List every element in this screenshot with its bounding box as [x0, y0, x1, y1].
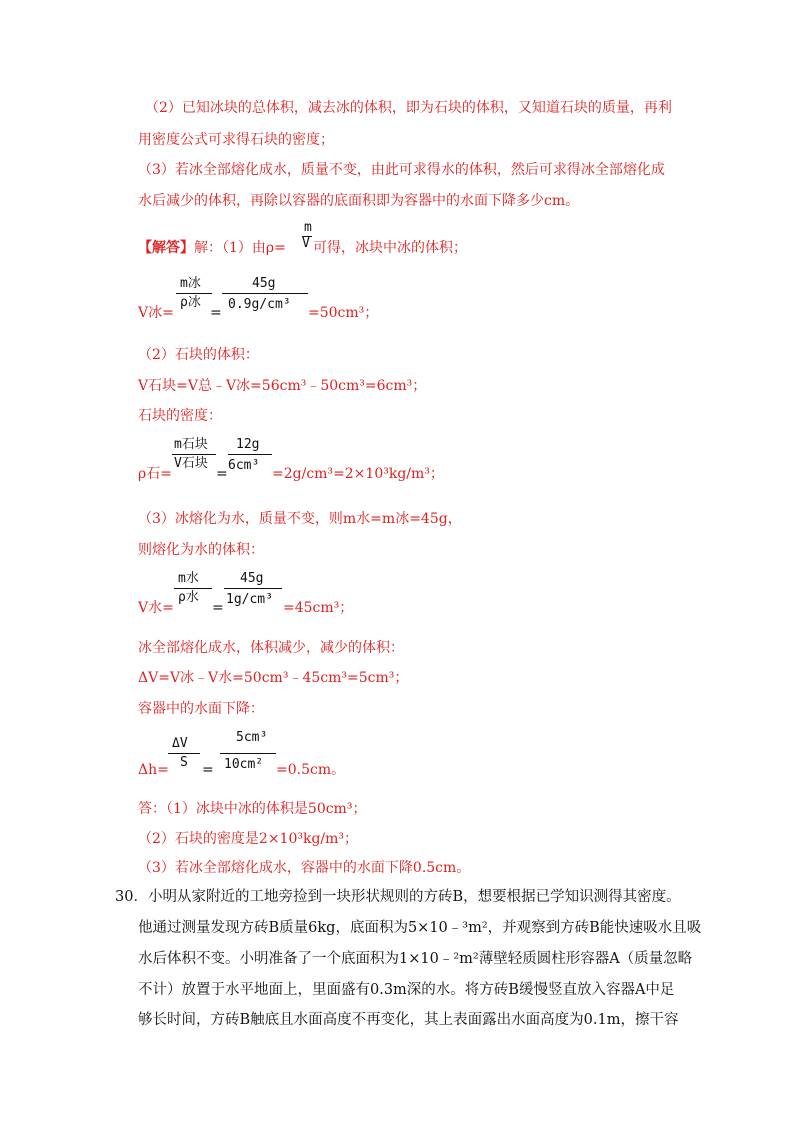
- solution-intro: [138, 238, 286, 258]
- s3-drop: 容器中的水面下降：: [138, 701, 264, 717]
- solution-intro-a: 解：（1）由ρ=: [194, 240, 286, 256]
- f1-bot2: 0.9g/cm³: [228, 297, 291, 312]
- f1-bar1: [176, 293, 212, 294]
- f3-bar1: [174, 588, 212, 589]
- f1-eq: =: [210, 305, 222, 321]
- f4-eq: =: [202, 762, 214, 778]
- f3-top1: m水: [178, 571, 199, 586]
- f3-bot2: 1g/cm³: [226, 592, 273, 607]
- f1-bot1: ρ冰: [180, 295, 201, 310]
- f3-lhs: V水=: [138, 600, 174, 616]
- f1-top1: m冰: [180, 276, 201, 291]
- f2-top2: 12g: [236, 437, 260, 452]
- s3-vol: 则熔化为水的体积：: [138, 542, 264, 558]
- f2-bar1: [172, 454, 216, 455]
- f2-top1: m石块: [174, 437, 208, 452]
- f4-lhs: Δh=: [138, 762, 169, 778]
- s3-head: （3）冰熔化为水，质量不变，则m水=m冰=45g，: [138, 511, 462, 527]
- s2-dens: 石块的密度：: [138, 408, 222, 424]
- f1-bar2: [222, 293, 308, 294]
- f3-bot1: ρ水: [178, 590, 199, 605]
- q30-line-2: 他通过测量发现方砖B质量6kg，底面积为5×10﹣³m²，并观察到方砖B能快速吸水且吸: [138, 920, 702, 936]
- f4-bar2: [220, 753, 276, 754]
- analysis-line-3: （3）若冰全部熔化成水，质量不变，由此可求得水的体积，然后可求得冰全部熔化成: [138, 162, 665, 178]
- analysis-line-2b: 用密度公式可求得石块的密度；: [138, 132, 334, 148]
- f3-top2: 45g: [240, 571, 264, 586]
- f2-bot2: 6cm³: [228, 458, 260, 473]
- f2-bot1: V石块: [174, 456, 208, 471]
- s2-eq: V石块=V总﹣V冰=56cm³﹣50cm³=6cm³；: [138, 378, 427, 394]
- analysis-line-2: （2）已知冰块的总体积，减去冰的体积，即为石块的体积，又知道石块的质量，再利: [145, 100, 672, 116]
- f2-eq: =: [216, 466, 228, 482]
- s2-head: （2）石块的体积：: [138, 347, 259, 363]
- f1-lhs: V冰=: [138, 305, 174, 321]
- f2-bar2: [228, 454, 272, 455]
- answer-2: （2）石块的密度是2×10³kg/m³；: [138, 831, 359, 847]
- f2-lhs: ρ石=: [138, 466, 172, 482]
- q30-line-4: 不计）放置于水平地面上，里面盛有0.3m深的水。将方砖B缓慢竖直放入容器A中足: [138, 982, 675, 998]
- f4-res: =0.5cm。: [276, 762, 346, 778]
- s3-melt: 冰全部熔化成水，体积减少，减少的体积：: [138, 640, 404, 656]
- q30-line-5: 够长时间，方砖B触底且水面高度不再变化，其上表面露出水面高度为0.1m，擦干容: [138, 1012, 679, 1028]
- answer-3: （3）若冰全部熔化成水，容器中的水面下降0.5cm。: [138, 860, 471, 876]
- f3-res: =45cm³；: [283, 600, 354, 616]
- solution-intro-b: 可得，冰块中冰的体积；: [313, 240, 467, 256]
- intro-frac-top: m: [304, 220, 312, 235]
- f4-bot2: 10cm²: [224, 757, 264, 772]
- q30-line-1: 30．小明从家附近的工地旁捡到一块形状规则的方砖B，想要根据已学知识测得其密度。: [115, 889, 681, 905]
- s3-dv: ΔV=V冰﹣V水=50cm³﹣45cm³=5cm³；: [138, 670, 409, 686]
- f1-top2: 45g: [252, 276, 276, 291]
- answer-1: 答：（1）冰块中冰的体积是50cm³；: [138, 801, 367, 817]
- f1-res: =50cm³；: [308, 305, 379, 321]
- q30-line-3: 水后体积不变。小明准备了一个底面积为1×10﹣²m²薄壁轻质圆柱形容器A（质量忽略: [138, 951, 693, 967]
- intro-frac-bot: V: [302, 236, 310, 251]
- f2-res: =2g/cm³=2×10³kg/m³；: [272, 466, 444, 482]
- solution-tag: 【解答】: [138, 240, 194, 256]
- f4-top1: ΔV: [172, 736, 188, 751]
- f3-bar2: [224, 588, 282, 589]
- f3-eq: =: [212, 600, 224, 616]
- f4-top2: 5cm³: [236, 730, 268, 745]
- analysis-line-3b: 水后减少的体积，再除以容器的底面积即为容器中的水面下降多少cm。: [138, 193, 580, 209]
- f4-bar1: [168, 753, 200, 754]
- f4-bot1: S: [180, 755, 188, 770]
